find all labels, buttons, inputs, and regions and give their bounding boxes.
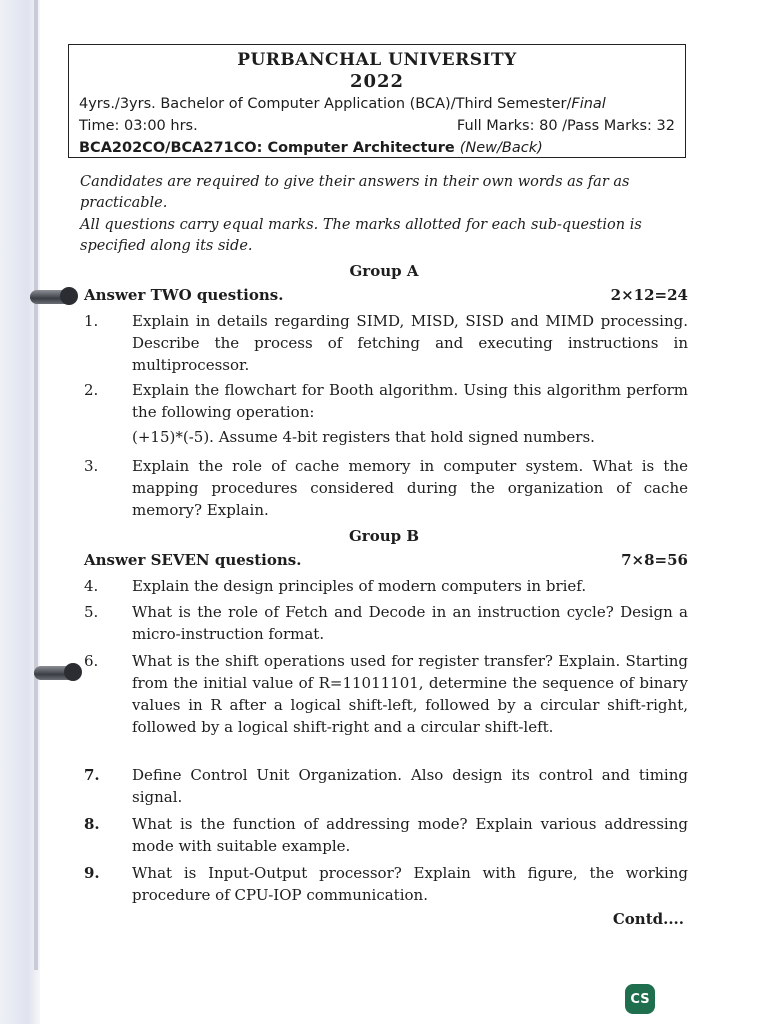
question-3: 3. Explain the role of cache memory in computer system. What is the mapping procedures considered during the organization of cache memory? Explain. <box>84 457 688 519</box>
group-b-marks: 7×8=56 <box>621 551 688 569</box>
group-a-marks: 2×12=24 <box>610 286 688 304</box>
camscanner-logo-icon: CS <box>625 984 655 1014</box>
exam-marks: Full Marks: 80 /Pass Marks: 32 <box>456 118 675 134</box>
program-line: 4yrs./3yrs. Bachelor of Computer Application (BCA)/Third Semester/Final <box>79 96 606 112</box>
exam-year: 2022 <box>349 71 405 92</box>
question-5: 5. What is the role of Fetch and Decode in an instruction cycle? Design a micro-instruction format. <box>84 603 688 643</box>
exam-time: Time: 03:00 hrs. <box>79 118 198 134</box>
page-edge <box>34 0 38 970</box>
question-2: 2. Explain the flowchart for Booth algorithm. Using this algorithm perform the following operation: (+15)*(-5). Assume 4-bit registers that hold signed numbers. <box>84 381 688 446</box>
time-marks-row <box>79 115 675 137</box>
group-a-instruction: Answer TWO questions. 2×12=24 <box>84 286 688 304</box>
question-8: 8. What is the function of addressing mode? Explain various addressing mode with suitable example. <box>84 815 688 855</box>
question-9: 9. What is Input-Output processor? Explain with figure, the working procedure of CPU-IOP communication. <box>84 864 688 904</box>
group-b-instruction: Answer SEVEN questions. 7×8=56 <box>84 551 688 569</box>
instruction-note-1: Candidates are required to give their answers in their own words as far as practicable. <box>80 174 630 211</box>
question-7: 7. Define Control Unit Organization. Also design its control and timing signal. <box>84 766 688 806</box>
continued-marker: Contd.... <box>612 910 684 928</box>
question-6: 6. What is the shift operations used for register transfer? Explain. Starting from the initial value of R=11011101, determine the sequence of binary values in R after a logical shift-left, followed by a circular shift-right, followed by a logical shift-right and a circular shift-left. <box>84 652 688 736</box>
group-b-title: Group B <box>348 527 419 545</box>
binder-ring-icon <box>34 666 80 680</box>
question-1: 1. Explain in details regarding SIMD, MISD, SISD and MIMD processing. Describe the process of fetching and executing instructions in multiprocessor. <box>84 312 688 374</box>
exam-header <box>68 44 686 158</box>
question-4: 4. Explain the design principles of modern computers in brief. <box>84 577 587 595</box>
university-name: PURBANCHAL UNIVERSITY <box>237 50 517 70</box>
instruction-note-2: All questions carry equal marks. The marks allotted for each sub-question is specified along its side. <box>80 217 642 254</box>
group-a-title: Group A <box>349 262 419 280</box>
course-title: BCA202CO/BCA271CO: Computer Architecture (New/Back) <box>79 140 543 156</box>
binder-ring-icon <box>30 290 76 304</box>
